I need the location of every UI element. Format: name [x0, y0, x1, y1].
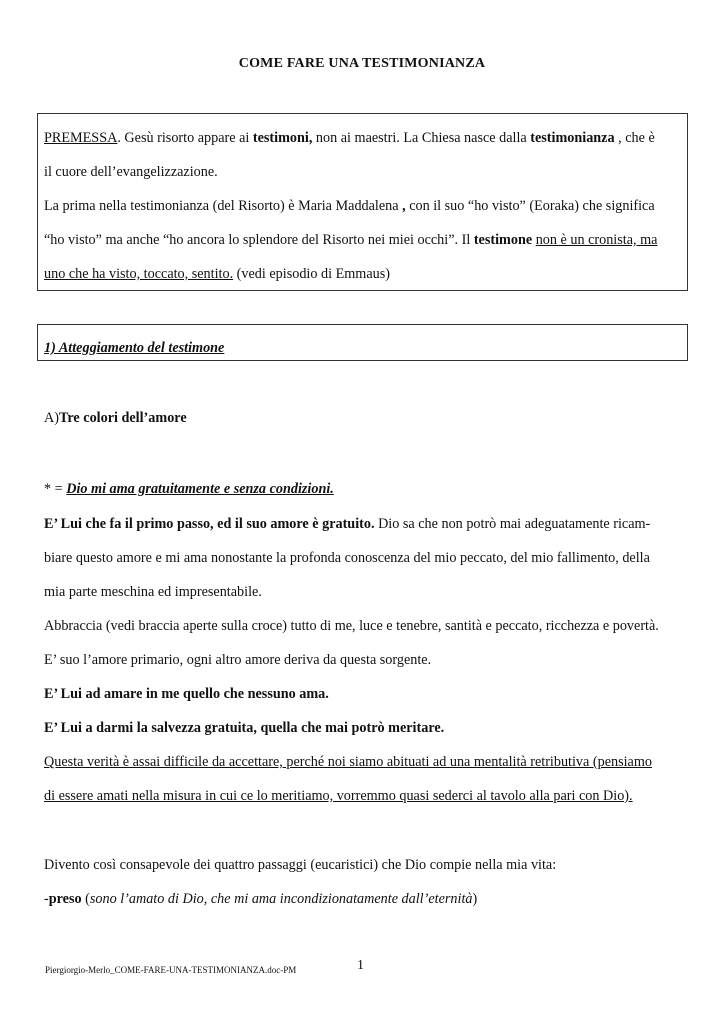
para-line-1-bold: E’ Lui che fa il primo passo, ed il suo amore è gratuito. — [44, 516, 375, 532]
para-line-5: E’ suo l’amore primario, ogni altro amore deriva da questa sorgente. — [44, 652, 432, 668]
para-line-8: Questa verità è assai difficile da accettare, perché noi siamo abituati ad una mentalità retributiva (pensiamo — [44, 754, 652, 770]
premessa-text: con il suo “ho visto” (Eoraka) che significa — [405, 198, 655, 214]
para-line-7: E’ Lui a darmi la salvezza gratuita, quella che mai potrò meritare. — [44, 720, 445, 736]
premessa-bold-comma: , — [402, 198, 406, 214]
premessa-text: , che è — [614, 130, 655, 146]
para-line-6: E’ Lui ad amare in me quello che nessuno ama. — [44, 686, 329, 702]
premessa-text: . Gesù risorto appare ai — [117, 130, 253, 146]
premessa-line-3 — [44, 197, 655, 215]
point-1-prefix: * = — [44, 481, 67, 497]
passaggi-paren-open: ( — [81, 891, 90, 907]
premessa-text: “ho visto” ma anche “ho ancora lo splendore del Risorto nei miei occhi”. Il — [44, 232, 474, 248]
section-1-heading: 1) Atteggiamento del testimone — [44, 340, 225, 356]
premessa-bold-testimoni: testimoni, — [252, 130, 313, 146]
para-line-9: di essere amati nella misura in cui ce lo meritiamo, vorremmo quasi sederci al tavolo alla pari con Dio). — [44, 788, 633, 804]
para-line-1-rest: Dio sa che non potrò mai adeguatamente ricam- — [374, 516, 651, 532]
premessa-line-1 — [44, 129, 655, 147]
premessa-underline: uno che ha visto, toccato, sentito. — [44, 266, 234, 282]
subheading-a-text: Tre colori dell’amore — [58, 410, 187, 426]
footer-page-number: 1 — [357, 958, 364, 973]
subheading-a-prefix: A) — [44, 410, 59, 426]
premessa-line-5 — [44, 265, 390, 283]
premessa-bold-testimonianza: testimonianza — [530, 130, 615, 146]
point-1-text: Dio mi ama gratuitamente e senza condizioni. — [66, 481, 334, 497]
para-line-1 — [44, 515, 650, 533]
premessa-line-2: il cuore dell’evangelizzazione. — [44, 164, 218, 180]
passaggi-intro: Divento così consapevole dei quattro passaggi (eucaristici) che Dio compie nella mia vita: — [44, 857, 557, 873]
premessa-label: PREMESSA — [44, 130, 118, 146]
premessa-line-4 — [44, 231, 657, 249]
premessa-text: (vedi episodio di Emmaus) — [233, 266, 390, 282]
point-1 — [44, 480, 334, 498]
passaggi-item-1-italic: sono l’amato di Dio, che mi ama incondizionatamente dall’eternità — [89, 891, 473, 907]
passaggi-dash: - — [44, 891, 49, 907]
passaggi-item-1 — [44, 890, 477, 908]
document-title: COME FARE UNA TESTIMONIANZA — [238, 56, 486, 71]
footer-filename: Piergiorgio-Merlo_COME-FARE-UNA-TESTIMONIANZA.doc-PM — [45, 965, 297, 975]
passaggi-item-1-bold: preso — [48, 891, 82, 907]
subheading-a — [44, 409, 187, 427]
premessa-bold-testimone: testimone — [473, 232, 533, 248]
para-line-3: mia parte meschina ed impresentabile. — [44, 584, 262, 600]
premessa-underline: non è un cronista, ma — [535, 232, 658, 248]
premessa-text: non ai maestri. La Chiesa nasce dalla — [312, 130, 531, 146]
para-line-2: biare questo amore e mi ama nonostante la profonda conoscenza del mio peccato, del mio fallimento, della — [44, 550, 650, 566]
para-line-4: Abbraccia (vedi braccia aperte sulla croce) tutto di me, luce e tenebre, santità e peccato, ricchezza e povertà. — [44, 618, 659, 634]
passaggi-paren-close: ) — [472, 891, 478, 907]
premessa-text: La prima nella testimonianza (del Risorto) è Maria Maddalena — [44, 198, 403, 214]
